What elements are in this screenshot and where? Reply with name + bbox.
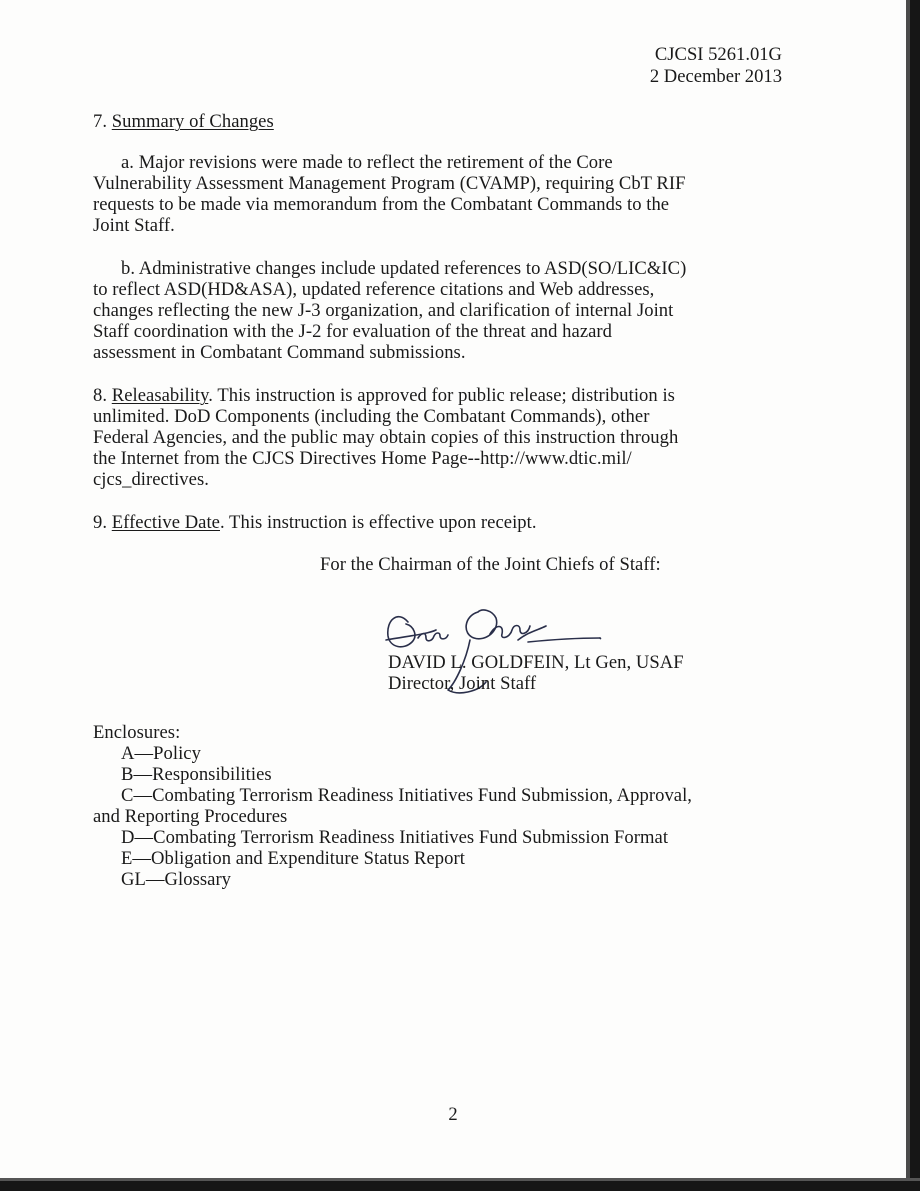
section-number: 8.: [93, 385, 108, 406]
section-text: . This instruction is approved for public release; distribution is: [208, 385, 675, 406]
document-date: 2 December 2013: [649, 66, 782, 87]
section-title: Summary of Changes: [111, 111, 274, 132]
enclosure-item: C—Combating Terrorism Readiness Initiatives Fund Submission, Approval,: [121, 785, 693, 806]
section-text: . This instruction is effective upon receipt.: [220, 512, 537, 533]
paragraph-line: to reflect ASD(HD&ASA), updated reference citations and Web addresses,: [93, 279, 655, 300]
enclosure-item: D—Combating Terrorism Readiness Initiatives Fund Submission Format: [121, 827, 669, 848]
paragraph-line: Vulnerability Assessment Management Program (CVAMP), requiring CbT RIF: [93, 173, 686, 194]
section-number: 9.: [93, 512, 108, 533]
enclosures-heading: Enclosures:: [93, 722, 181, 743]
paragraph-line: cjcs_directives.: [93, 469, 209, 490]
paragraph-line: Joint Staff.: [93, 215, 175, 236]
section-title: Effective Date: [111, 512, 220, 533]
section-7-heading: [93, 111, 274, 132]
signatory-name: DAVID L. GOLDFEIN, Lt Gen, USAF: [388, 652, 684, 673]
section-number: 7.: [93, 111, 108, 132]
paragraph-line: assessment in Combatant Command submissions.: [93, 342, 466, 363]
paragraph-line: a. Major revisions were made to reflect the retirement of the Core: [121, 152, 613, 173]
paragraph-line: Staff coordination with the J-2 for evaluation of the threat and hazard: [93, 321, 613, 342]
enclosure-item: A—Policy: [121, 743, 201, 764]
paragraph-line: requests to be made via memorandum from the Combatant Commands to the: [93, 194, 670, 215]
signature-for-line: For the Chairman of the Joint Chiefs of Staff:: [320, 554, 661, 575]
enclosure-item-continuation: and Reporting Procedures: [93, 806, 288, 827]
enclosure-item: B—Responsibilities: [121, 764, 272, 785]
paragraph-line: b. Administrative changes include updated references to ASD(SO/LIC&IC): [121, 258, 687, 279]
enclosure-item: GL—Glossary: [121, 869, 232, 890]
scan-edge-right: [906, 0, 920, 1191]
paragraph-line: changes reflecting the new J-3 organization, and clarification of internal Joint: [93, 300, 674, 321]
section-8-first-line: [93, 385, 675, 406]
section-title: Releasability: [111, 385, 209, 406]
paragraph-line: Federal Agencies, and the public may obtain copies of this instruction through: [93, 427, 679, 448]
signatory-title: Director, Joint Staff: [388, 673, 537, 694]
document-number: CJCSI 5261.01G: [654, 44, 782, 65]
paragraph-line: the Internet from the CJCS Directives Home Page--http://www.dtic.mil/: [93, 448, 632, 469]
scan-edge-bottom: [0, 1178, 920, 1191]
page-number: 2: [448, 1104, 458, 1125]
section-9-line: [93, 512, 537, 533]
enclosure-item: E—Obligation and Expenditure Status Report: [121, 848, 465, 869]
paragraph-line: unlimited. DoD Components (including the Combatant Commands), other: [93, 406, 650, 427]
